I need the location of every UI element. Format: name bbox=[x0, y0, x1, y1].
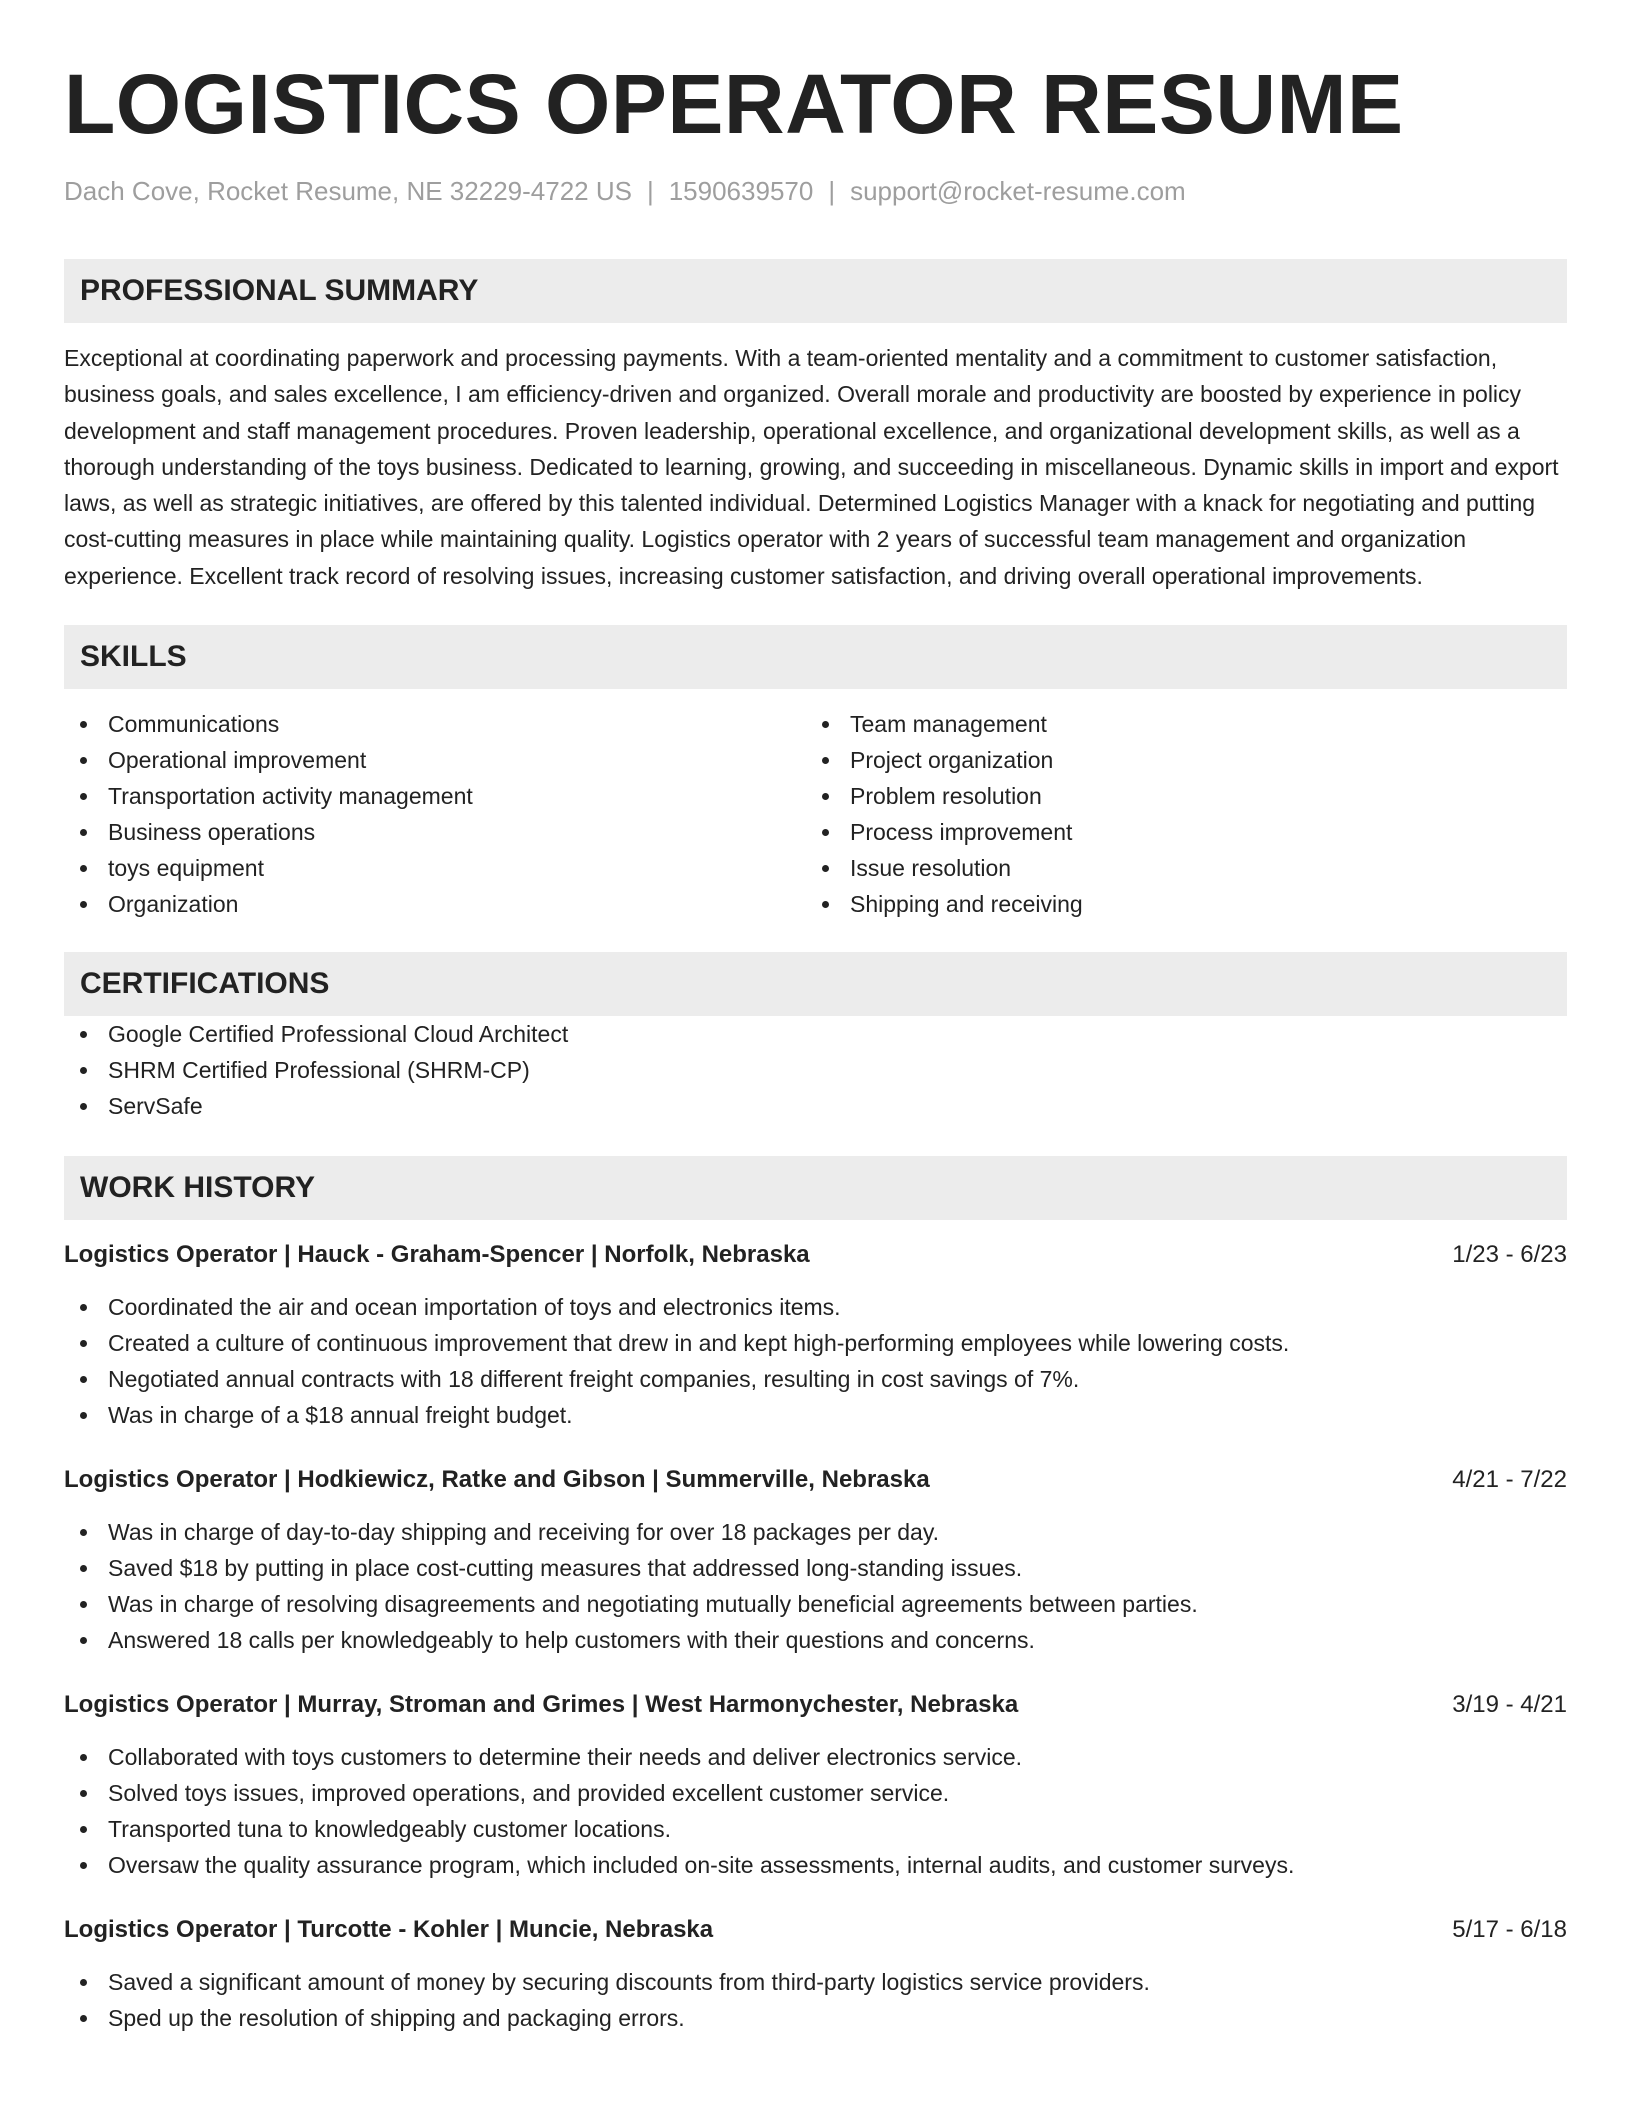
section-header-certifications: CERTIFICATIONS bbox=[64, 952, 1567, 1016]
job-bullet: Solved toys issues, improved operations, and provided excellent customer service. bbox=[64, 1775, 1567, 1811]
job-bullet: Collaborated with toys customers to determine their needs and deliver electronics service. bbox=[64, 1739, 1567, 1775]
job-bullet: Answered 18 calls per knowledgeably to help customers with their questions and concerns. bbox=[64, 1622, 1567, 1658]
skill-item: Organization bbox=[64, 886, 806, 922]
section-header-skills: SKILLS bbox=[64, 625, 1567, 689]
certification-item: SHRM Certified Professional (SHRM-CP) bbox=[64, 1052, 1567, 1088]
skill-item: Team management bbox=[806, 706, 1548, 742]
contact-line bbox=[64, 174, 1567, 208]
skill-item: Process improvement bbox=[806, 814, 1548, 850]
skills-column-left bbox=[64, 706, 806, 922]
job-bullet: Transported tuna to knowledgeably customer locations. bbox=[64, 1811, 1567, 1847]
resume-page bbox=[64, 0, 1567, 2036]
skill-item: Shipping and receiving bbox=[806, 886, 1548, 922]
job-entry bbox=[64, 1462, 1567, 1658]
job-bullets bbox=[64, 1739, 1567, 1883]
job-bullet: Was in charge of resolving disagreements and negotiating mutually beneficial agreements between parties. bbox=[64, 1586, 1567, 1622]
job-title: Logistics Operator | Murray, Stroman and Grimes | West Harmonychester, Nebraska bbox=[64, 1691, 1019, 1719]
summary-text: Exceptional at coordinating paperwork and processing payments. With a team-oriented mentality and a commitment to customer satisfaction, business goals, and sales excellence, I am efficiency-driven and organized. Overall morale and productivity are boosted by experience in policy development and staff management procedures. Proven leadership, operational excellence, and organizational development skills, as well as a thorough understanding of the toys business. Dedicated to learning, growing, and succeeding in miscellaneous. Dynamic skills in import and export laws, as well as strategic initiatives, are offered by this talented individual. Determined Logistics Manager with a knack for negotiating and putting cost-cutting measures in place while maintaining quality. Logistics operator with 2 years of successful team management and organization experience. Excellent track record of resolving issues, increasing customer satisfaction, and driving overall operational improvements. bbox=[64, 345, 1559, 589]
job-bullet: Saved $18 by putting in place cost-cutting measures that addressed long-standing issues. bbox=[64, 1550, 1567, 1586]
job-header bbox=[64, 1237, 1567, 1273]
skills-column-right bbox=[806, 706, 1548, 922]
contact-email: support@rocket-resume.com bbox=[850, 176, 1186, 206]
skill-item: Project organization bbox=[806, 742, 1548, 778]
job-bullets bbox=[64, 1964, 1567, 2036]
job-title: Logistics Operator | Hodkiewicz, Ratke and Gibson | Summerville, Nebraska bbox=[64, 1466, 930, 1494]
skills-grid bbox=[64, 706, 1567, 922]
job-header bbox=[64, 1687, 1567, 1723]
skill-item: Issue resolution bbox=[806, 850, 1548, 886]
job-bullet: Oversaw the quality assurance program, which included on-site assessments, internal audits, and customer surveys. bbox=[64, 1847, 1567, 1883]
job-title: Logistics Operator | Hauck - Graham-Spencer | Norfolk, Nebraska bbox=[64, 1241, 810, 1269]
skill-item: Problem resolution bbox=[806, 778, 1548, 814]
contact-separator: | bbox=[646, 176, 654, 206]
job-bullet: Negotiated annual contracts with 18 different freight companies, resulting in cost savings of 7%. bbox=[64, 1361, 1567, 1397]
job-bullets bbox=[64, 1514, 1567, 1658]
skill-item: Transportation activity management bbox=[64, 778, 806, 814]
skill-item: toys equipment bbox=[64, 850, 806, 886]
job-header bbox=[64, 1462, 1567, 1498]
certification-list bbox=[64, 1016, 1567, 1124]
skill-item: Business operations bbox=[64, 814, 806, 850]
resume-title: LOGISTICS OPERATOR RESUME bbox=[64, 57, 1404, 151]
contact-separator: | bbox=[828, 176, 836, 206]
job-entry bbox=[64, 1237, 1567, 1433]
job-header bbox=[64, 1912, 1567, 1948]
job-bullets bbox=[64, 1289, 1567, 1433]
certification-item: Google Certified Professional Cloud Architect bbox=[64, 1016, 1567, 1052]
section-header-professional-summary: PROFESSIONAL SUMMARY bbox=[64, 259, 1567, 323]
job-bullet: Coordinated the air and ocean importation of toys and electronics items. bbox=[64, 1289, 1567, 1325]
contact-address: Dach Cove, Rocket Resume, NE 32229-4722 US bbox=[64, 176, 632, 206]
job-entry bbox=[64, 1912, 1567, 2036]
job-dates: 3/19 - 4/21 bbox=[1452, 1691, 1567, 1719]
job-title: Logistics Operator | Turcotte - Kohler | Muncie, Nebraska bbox=[64, 1916, 714, 1944]
section-header-work-history: WORK HISTORY bbox=[64, 1156, 1567, 1220]
job-dates: 5/17 - 6/18 bbox=[1452, 1916, 1567, 1944]
job-entry bbox=[64, 1687, 1567, 1883]
skill-item: Operational improvement bbox=[64, 742, 806, 778]
job-bullet: Was in charge of day-to-day shipping and receiving for over 18 packages per day. bbox=[64, 1514, 1567, 1550]
job-dates: 4/21 - 7/22 bbox=[1452, 1466, 1567, 1494]
contact-phone: 1590639570 bbox=[668, 176, 814, 206]
job-bullet: Created a culture of continuous improvement that drew in and kept high-performing employees while lowering costs. bbox=[64, 1325, 1567, 1361]
certification-item: ServSafe bbox=[64, 1088, 1567, 1124]
job-bullet: Was in charge of a $18 annual freight budget. bbox=[64, 1397, 1567, 1433]
job-bullet: Sped up the resolution of shipping and packaging errors. bbox=[64, 2000, 1567, 2036]
skill-item: Communications bbox=[64, 706, 806, 742]
job-bullet: Saved a significant amount of money by securing discounts from third-party logistics service providers. bbox=[64, 1964, 1567, 2000]
job-dates: 1/23 - 6/23 bbox=[1452, 1241, 1567, 1269]
